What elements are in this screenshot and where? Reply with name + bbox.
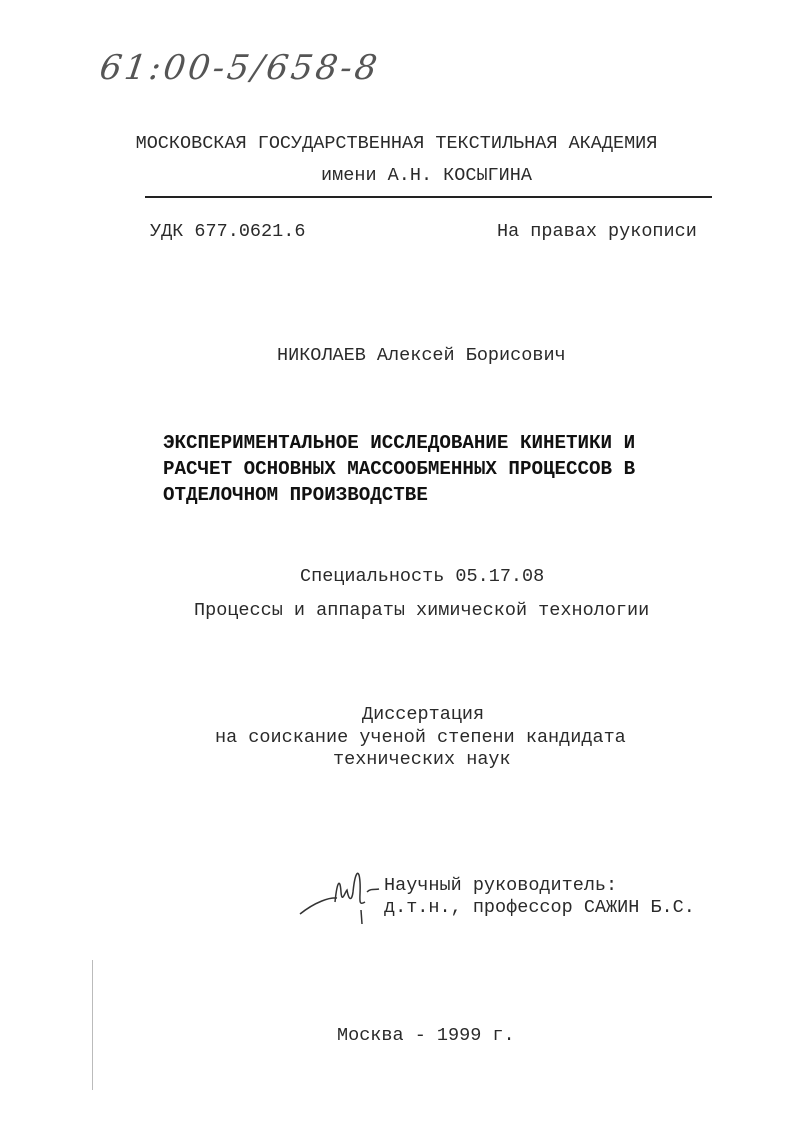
title-line: РАСЧЕТ ОСНОВНЫХ МАССООБМЕННЫХ ПРОЦЕССОВ В (163, 458, 636, 480)
institution-name: МОСКОВСКАЯ ГОСУДАРСТВЕННАЯ ТЕКСТИЛЬНАЯ АКАДЕМИЯ (135, 133, 658, 154)
author-name: НИКОЛАЕВ Алексей Борисович (277, 345, 566, 366)
supervisor-signature (295, 862, 385, 932)
degree-line: Диссертация (362, 704, 485, 725)
title-line: ОТДЕЛОЧНОМ ПРОИЗВОДСТВЕ (163, 484, 428, 506)
specialty-code: Специальность 05.17.08 (300, 566, 545, 587)
rights-notice: На правах рукописи (497, 221, 697, 242)
udk-code: УДК 677.0621.6 (150, 221, 306, 242)
dissertation-title (163, 430, 635, 508)
archive-number-handwritten: 61:00-5/658-8 (97, 48, 383, 88)
degree-line: на соискание ученой степени кандидата (215, 727, 626, 748)
degree-line: технических наук (333, 749, 511, 770)
supervisor-label: Научный руководитель: (384, 875, 618, 896)
title-line: ЭКСПЕРИМЕНТАЛЬНОЕ ИССЛЕДОВАНИЕ КИНЕТИКИ И (163, 432, 636, 454)
place-year: Москва - 1999 г. (337, 1025, 515, 1046)
institution-subtitle: имени А.Н. КОСЫГИНА (321, 165, 532, 186)
header-divider (145, 196, 712, 198)
specialty-name: Процессы и аппараты химической технологии (194, 600, 650, 621)
supervisor-name: д.т.н., профессор САЖИН Б.С. (384, 897, 695, 918)
scan-edge-line (92, 960, 93, 1090)
